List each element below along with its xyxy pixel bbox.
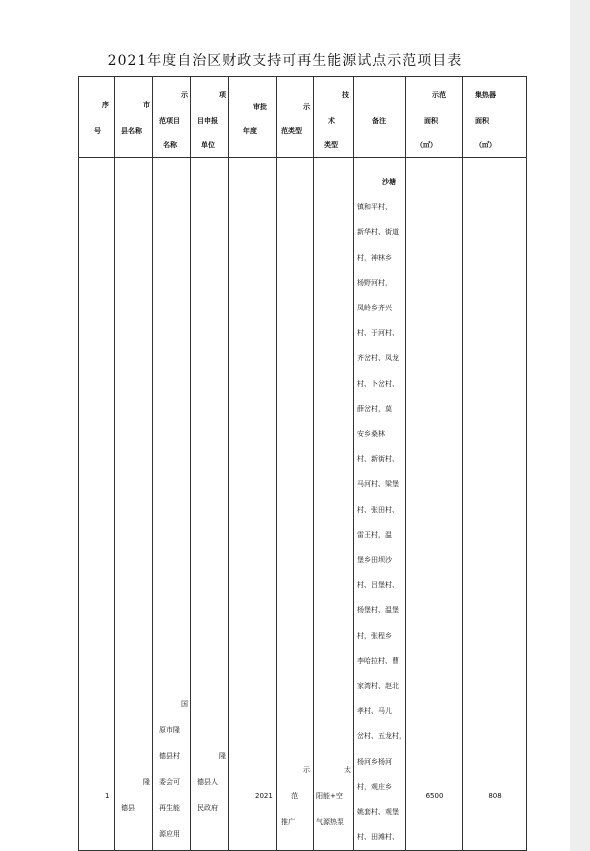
- remark-line: 村、吕堡村、: [357, 581, 399, 590]
- remark-line: 安乡桑林: [357, 430, 385, 438]
- header-heating-area-line: 面积: [475, 117, 489, 125]
- tech-type-line: 气源热泵: [316, 818, 344, 826]
- remark-line: 薛岔村，莫: [357, 404, 392, 413]
- header-applicant-line: 项: [219, 91, 226, 99]
- project-name-line: 原市隆: [159, 726, 180, 734]
- remark-line: 杨堡村、温堡: [357, 606, 399, 615]
- header-approval-year: [229, 77, 277, 158]
- remark-line: 村、卜岔村、: [357, 379, 399, 388]
- remark-line: 堡乡田坝沙: [357, 556, 392, 564]
- cell-demo-area: [406, 158, 463, 851]
- remark-line: 马河村、梁堡: [357, 480, 399, 489]
- remark-line: 杨野河村，: [357, 278, 392, 287]
- remark-line: 李哈拉村、曹: [357, 656, 399, 665]
- header-remarks-line: 备注: [372, 117, 386, 125]
- remark-line: 镇和平村、: [357, 203, 392, 212]
- header-project-name: [153, 77, 191, 158]
- header-county-line: 县名称: [121, 127, 142, 135]
- header-county: [115, 77, 153, 158]
- project-name-line: 国: [181, 700, 188, 708]
- tech-type-line: 阳能+空: [316, 792, 343, 800]
- header-tech-type-line: 技: [342, 91, 349, 99]
- page-gutter: [570, 0, 590, 851]
- header-remarks: [354, 77, 406, 158]
- header-demo-type: [277, 77, 314, 158]
- remark-line: 村，张程乡: [357, 631, 392, 640]
- remarks-list: [354, 158, 405, 850]
- table-header-row: [79, 77, 527, 158]
- page-title: 2021年度自治区财政支持可再生能源试点示范项目表: [107, 53, 463, 69]
- cell-applicant: [191, 158, 229, 851]
- demo-area-value: 6500: [425, 792, 444, 800]
- cell-project-name: [153, 158, 191, 851]
- remark-line: 岔村、五龙村，: [357, 732, 406, 741]
- cell-seq: [79, 158, 115, 851]
- remark-line: 村、新街村、: [357, 455, 399, 464]
- project-name-line: 再生能: [159, 804, 180, 812]
- county-line: 隆: [143, 778, 150, 786]
- project-name-line: 委会可: [159, 778, 180, 786]
- applicant-line: 德县人: [197, 778, 218, 786]
- demo-type-line: 范: [291, 792, 298, 800]
- remark-line: 家湾村、赵北: [357, 682, 399, 690]
- project-table: [78, 76, 527, 851]
- remark-line: 村、于河村、: [357, 329, 399, 338]
- remark-line: 村、张田村、: [357, 505, 399, 514]
- seq-value: 1: [105, 792, 110, 800]
- remark-line: 新华村、街道: [357, 228, 399, 237]
- header-heating-area-line: 集热器: [475, 91, 496, 99]
- table-row: [79, 158, 527, 851]
- cell-county: [115, 158, 153, 851]
- header-demo-area-line: （㎡）: [416, 141, 437, 149]
- header-approval-year-line: 年度: [243, 127, 257, 135]
- header-project-name-line: 范项目: [159, 117, 180, 125]
- header-heating-area-line: （㎡）: [475, 141, 496, 149]
- header-applicant-line: 单位: [201, 141, 215, 149]
- header-tech-type: [314, 77, 354, 158]
- remark-line: 村，神林乡: [357, 253, 392, 262]
- approval-year-value: 2021: [255, 792, 273, 800]
- project-name-line: 德县村: [159, 752, 180, 760]
- demo-type-line: 示: [303, 766, 310, 774]
- header-tech-type-line: 类型: [324, 141, 338, 149]
- heating-area-value: 808: [488, 792, 502, 800]
- county-line: 德县: [121, 804, 135, 812]
- header-county-line: 市: [143, 101, 150, 109]
- remark-line: 齐岔村、凤龙: [357, 354, 399, 363]
- remark-line: 凤岭乡齐兴: [357, 304, 392, 312]
- header-tech-type-line: 术: [328, 117, 335, 125]
- remark-line: 杨河乡杨河: [357, 757, 392, 766]
- header-seq-line: 序: [102, 101, 109, 109]
- header-applicant: [191, 77, 229, 158]
- header-applicant-line: 目申报: [197, 117, 218, 125]
- applicant-line: 隆: [219, 752, 226, 760]
- header-approval-year-line: 审批: [253, 103, 267, 111]
- remark-line: 姚套村、观堡: [357, 808, 399, 816]
- header-project-name-line: 名称: [163, 141, 177, 149]
- cell-approval-year: [229, 158, 277, 851]
- remark-line: 村、田滩村、: [357, 833, 399, 842]
- header-project-name-line: 示: [181, 91, 188, 99]
- remark-line: 沙塘: [382, 178, 396, 186]
- header-seq: [79, 77, 115, 158]
- cell-remarks: [354, 158, 406, 851]
- header-heating-area: [463, 77, 527, 158]
- header-demo-area-line: 示范: [432, 91, 446, 99]
- header-demo-type-line: 示: [303, 103, 310, 111]
- tech-type-line: 太: [344, 766, 351, 774]
- header-demo-area: [406, 77, 463, 158]
- applicant-line: 民政府: [197, 804, 218, 812]
- demo-type-line: 推广: [281, 818, 295, 826]
- remark-line: 孝村、马儿: [357, 707, 392, 716]
- project-name-line: 源应用: [159, 830, 180, 838]
- cell-demo-type: [277, 158, 314, 851]
- cell-heating-area: [463, 158, 527, 851]
- header-demo-type-line: 范类型: [281, 127, 302, 135]
- cell-tech-type: [314, 158, 354, 851]
- header-seq-line: 号: [94, 127, 101, 135]
- header-demo-area-line: 面积: [424, 117, 438, 125]
- remark-line: 村，观庄乡: [357, 782, 392, 791]
- remark-line: 雷王村，温: [357, 530, 392, 539]
